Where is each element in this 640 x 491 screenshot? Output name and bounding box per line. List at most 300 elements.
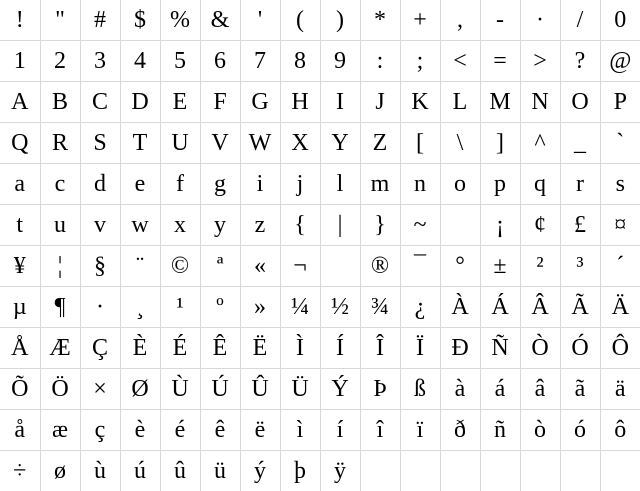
character-glyph: q <box>521 172 560 196</box>
character-glyph: ® <box>361 254 400 278</box>
character-cell[interactable] <box>200 287 240 328</box>
character-cell[interactable] <box>520 164 560 205</box>
character-cell[interactable] <box>80 164 120 205</box>
character-cell[interactable] <box>200 164 240 205</box>
character-cell[interactable] <box>400 287 440 328</box>
character-map-row <box>0 0 640 41</box>
character-map-row <box>0 451 640 491</box>
character-glyph: ¥ <box>0 254 40 278</box>
character-cell[interactable] <box>560 246 600 287</box>
character-glyph: Ý <box>321 377 360 401</box>
character-cell[interactable] <box>520 246 560 287</box>
character-glyph: È <box>121 336 160 360</box>
character-cell[interactable] <box>40 287 80 328</box>
character-glyph: Æ <box>41 336 80 360</box>
character-glyph: ¶ <box>41 295 80 319</box>
character-cell[interactable] <box>480 41 520 82</box>
character-glyph: X <box>281 131 320 155</box>
character-cell[interactable] <box>480 205 520 246</box>
character-map-row <box>0 246 640 287</box>
character-cell[interactable] <box>520 369 560 410</box>
character-cell[interactable] <box>560 369 600 410</box>
character-glyph: ¸ <box>121 295 160 319</box>
character-cell[interactable] <box>600 0 640 41</box>
character-cell[interactable] <box>40 41 80 82</box>
character-cell[interactable] <box>520 41 560 82</box>
character-cell[interactable] <box>120 410 160 451</box>
character-cell[interactable] <box>440 410 480 451</box>
character-cell[interactable] <box>400 410 440 451</box>
character-cell[interactable] <box>560 82 600 123</box>
character-cell[interactable] <box>40 82 80 123</box>
character-glyph: ² <box>521 254 560 278</box>
character-glyph: ¤ <box>601 213 640 237</box>
character-cell[interactable] <box>80 0 120 41</box>
character-cell[interactable] <box>80 410 120 451</box>
character-cell[interactable] <box>280 164 320 205</box>
character-cell[interactable] <box>360 123 400 164</box>
character-cell[interactable] <box>320 0 360 41</box>
character-glyph: ] <box>481 131 520 155</box>
character-cell[interactable] <box>280 205 320 246</box>
character-cell[interactable] <box>560 0 600 41</box>
character-cell[interactable] <box>280 82 320 123</box>
character-cell[interactable] <box>40 410 80 451</box>
character-cell[interactable] <box>80 82 120 123</box>
character-cell[interactable] <box>600 328 640 369</box>
character-cell[interactable] <box>440 287 480 328</box>
character-cell[interactable] <box>240 41 280 82</box>
character-glyph: 8 <box>281 49 320 73</box>
character-glyph: - <box>481 8 520 32</box>
character-glyph: Y <box>321 131 360 155</box>
character-cell[interactable] <box>240 205 280 246</box>
character-cell[interactable] <box>600 410 640 451</box>
character-glyph: j <box>281 172 320 196</box>
character-glyph: J <box>361 90 400 114</box>
character-cell[interactable] <box>360 369 400 410</box>
character-glyph: 6 <box>201 49 240 73</box>
character-cell[interactable] <box>280 41 320 82</box>
character-cell[interactable] <box>200 123 240 164</box>
character-glyph: , <box>441 8 480 32</box>
character-glyph: Ö <box>41 377 80 401</box>
character-glyph: ì <box>281 418 320 442</box>
character-glyph: D <box>121 90 160 114</box>
character-glyph: Ï <box>401 336 440 360</box>
character-cell[interactable] <box>440 205 480 246</box>
character-map-row <box>0 41 640 82</box>
character-glyph: w <box>121 213 160 237</box>
character-cell[interactable] <box>440 164 480 205</box>
character-cell[interactable] <box>600 451 640 491</box>
character-cell[interactable] <box>600 123 640 164</box>
character-cell[interactable] <box>80 123 120 164</box>
character-cell[interactable] <box>320 246 360 287</box>
character-cell[interactable] <box>240 82 280 123</box>
character-cell[interactable] <box>240 164 280 205</box>
character-cell[interactable] <box>600 164 640 205</box>
character-cell[interactable] <box>560 451 600 491</box>
character-cell[interactable] <box>520 451 560 491</box>
character-cell[interactable] <box>400 451 440 491</box>
character-glyph: û <box>161 459 200 483</box>
character-cell[interactable] <box>160 328 200 369</box>
character-glyph: þ <box>281 459 320 483</box>
character-glyph: ¬ <box>281 254 320 278</box>
character-cell[interactable] <box>320 205 360 246</box>
character-cell[interactable] <box>600 369 640 410</box>
character-cell[interactable] <box>0 41 40 82</box>
character-cell[interactable] <box>120 82 160 123</box>
character-glyph: æ <box>41 418 80 442</box>
character-cell[interactable] <box>320 123 360 164</box>
character-cell[interactable] <box>320 82 360 123</box>
character-cell[interactable] <box>480 0 520 41</box>
character-cell[interactable] <box>560 287 600 328</box>
character-cell[interactable] <box>280 287 320 328</box>
character-cell[interactable] <box>360 205 400 246</box>
character-cell[interactable] <box>40 246 80 287</box>
character-cell[interactable] <box>240 287 280 328</box>
character-glyph: Ò <box>521 336 560 360</box>
character-cell[interactable] <box>320 164 360 205</box>
character-glyph: p <box>481 172 520 196</box>
character-glyph: ò <box>521 418 560 442</box>
character-cell[interactable] <box>360 82 400 123</box>
character-cell[interactable] <box>520 0 560 41</box>
character-glyph: < <box>441 49 480 73</box>
character-glyph: [ <box>401 131 440 155</box>
character-cell[interactable] <box>480 246 520 287</box>
character-cell[interactable] <box>400 41 440 82</box>
character-cell[interactable] <box>520 82 560 123</box>
character-cell[interactable] <box>200 410 240 451</box>
character-cell[interactable] <box>320 41 360 82</box>
character-cell[interactable] <box>520 287 560 328</box>
character-glyph: M <box>481 90 520 114</box>
character-glyph: Ç <box>81 336 120 360</box>
character-cell[interactable] <box>120 287 160 328</box>
character-cell[interactable] <box>360 246 400 287</box>
character-glyph: ± <box>481 254 520 278</box>
character-cell[interactable] <box>120 451 160 491</box>
character-cell[interactable] <box>480 451 520 491</box>
character-cell[interactable] <box>160 82 200 123</box>
character-cell[interactable] <box>480 369 520 410</box>
character-cell[interactable] <box>320 451 360 491</box>
character-cell[interactable] <box>160 0 200 41</box>
character-cell[interactable] <box>440 246 480 287</box>
character-cell[interactable] <box>360 164 400 205</box>
character-glyph: ° <box>441 254 480 278</box>
character-cell[interactable] <box>160 123 200 164</box>
character-glyph: ¢ <box>521 213 560 237</box>
character-cell[interactable] <box>80 246 120 287</box>
character-cell[interactable] <box>200 0 240 41</box>
character-map-row <box>0 123 640 164</box>
character-cell[interactable] <box>360 328 400 369</box>
character-glyph <box>321 254 360 278</box>
character-glyph: î <box>361 418 400 442</box>
character-cell[interactable] <box>240 451 280 491</box>
character-cell[interactable] <box>280 123 320 164</box>
character-map-row <box>0 164 640 205</box>
character-glyph: ã <box>561 377 600 401</box>
character-cell[interactable] <box>320 410 360 451</box>
character-cell[interactable] <box>120 205 160 246</box>
character-cell[interactable] <box>200 205 240 246</box>
character-glyph: e <box>121 172 160 196</box>
character-cell[interactable] <box>400 328 440 369</box>
character-cell[interactable] <box>40 164 80 205</box>
character-cell[interactable] <box>80 369 120 410</box>
character-glyph: m <box>361 172 400 196</box>
character-glyph: É <box>161 336 200 360</box>
character-cell[interactable] <box>80 328 120 369</box>
character-glyph: Í <box>321 336 360 360</box>
character-cell[interactable] <box>440 451 480 491</box>
character-cell[interactable] <box>0 0 40 41</box>
character-cell[interactable] <box>400 0 440 41</box>
character-cell[interactable] <box>40 0 80 41</box>
character-glyph: Ô <box>601 336 640 360</box>
character-cell[interactable] <box>80 287 120 328</box>
character-cell[interactable] <box>240 369 280 410</box>
character-glyph: t <box>0 213 40 237</box>
character-glyph: © <box>161 254 200 278</box>
character-cell[interactable] <box>240 123 280 164</box>
character-glyph: u <box>41 213 80 237</box>
character-glyph: Ü <box>281 377 320 401</box>
character-cell[interactable] <box>160 246 200 287</box>
character-glyph: Ì <box>281 336 320 360</box>
character-cell[interactable] <box>40 328 80 369</box>
character-cell[interactable] <box>40 205 80 246</box>
character-cell[interactable] <box>520 328 560 369</box>
character-glyph: + <box>401 8 440 32</box>
character-glyph: Ó <box>561 336 600 360</box>
character-cell[interactable] <box>0 82 40 123</box>
character-cell[interactable] <box>0 287 40 328</box>
character-cell[interactable] <box>400 246 440 287</box>
character-glyph: = <box>481 49 520 73</box>
character-glyph: ï <box>401 418 440 442</box>
character-cell[interactable] <box>200 246 240 287</box>
character-cell[interactable] <box>360 0 400 41</box>
character-cell[interactable] <box>120 0 160 41</box>
character-glyph: Á <box>481 295 520 319</box>
character-glyph: n <box>401 172 440 196</box>
character-cell[interactable] <box>280 410 320 451</box>
character-cell[interactable] <box>440 0 480 41</box>
character-glyph: { <box>281 213 320 237</box>
character-glyph: ^ <box>521 131 560 155</box>
character-cell[interactable] <box>160 164 200 205</box>
character-cell[interactable] <box>160 451 200 491</box>
character-cell[interactable] <box>40 369 80 410</box>
character-cell[interactable] <box>320 328 360 369</box>
character-cell[interactable] <box>600 246 640 287</box>
character-cell[interactable] <box>600 287 640 328</box>
character-cell[interactable] <box>0 164 40 205</box>
character-cell[interactable] <box>480 287 520 328</box>
character-cell[interactable] <box>200 328 240 369</box>
character-cell[interactable] <box>480 164 520 205</box>
character-map-row <box>0 205 640 246</box>
character-cell[interactable] <box>440 123 480 164</box>
character-cell[interactable] <box>520 410 560 451</box>
character-cell[interactable] <box>480 82 520 123</box>
character-glyph: E <box>161 90 200 114</box>
character-glyph: / <box>561 8 600 32</box>
character-cell[interactable] <box>0 451 40 491</box>
character-cell[interactable] <box>560 41 600 82</box>
character-cell[interactable] <box>440 82 480 123</box>
character-cell[interactable] <box>160 287 200 328</box>
character-cell[interactable] <box>400 369 440 410</box>
character-glyph: ä <box>601 377 640 401</box>
character-cell[interactable] <box>360 410 400 451</box>
character-glyph: Ú <box>201 377 240 401</box>
character-cell[interactable] <box>160 205 200 246</box>
character-cell[interactable] <box>560 328 600 369</box>
character-cell[interactable] <box>160 410 200 451</box>
character-cell[interactable] <box>40 123 80 164</box>
character-cell[interactable] <box>80 41 120 82</box>
character-cell[interactable] <box>120 369 160 410</box>
character-cell[interactable] <box>280 246 320 287</box>
character-glyph: Ã <box>561 295 600 319</box>
character-cell[interactable] <box>520 123 560 164</box>
character-cell[interactable] <box>480 410 520 451</box>
character-cell[interactable] <box>0 205 40 246</box>
character-glyph: ( <box>281 8 320 32</box>
character-cell[interactable] <box>280 328 320 369</box>
character-cell[interactable] <box>280 0 320 41</box>
character-cell[interactable] <box>360 287 400 328</box>
character-glyph: d <box>81 172 120 196</box>
character-cell[interactable] <box>600 82 640 123</box>
character-glyph: ù <box>81 459 120 483</box>
character-cell[interactable] <box>440 328 480 369</box>
character-cell[interactable] <box>240 328 280 369</box>
character-cell[interactable] <box>120 41 160 82</box>
character-cell[interactable] <box>480 328 520 369</box>
character-cell[interactable] <box>400 164 440 205</box>
character-cell[interactable] <box>120 123 160 164</box>
character-cell[interactable] <box>600 205 640 246</box>
character-glyph: Ð <box>441 336 480 360</box>
character-glyph: Ê <box>201 336 240 360</box>
character-glyph: | <box>321 213 360 237</box>
character-cell[interactable] <box>400 205 440 246</box>
character-cell[interactable] <box>360 41 400 82</box>
character-glyph: ú <box>121 459 160 483</box>
character-cell[interactable] <box>200 369 240 410</box>
character-cell[interactable] <box>440 41 480 82</box>
character-cell[interactable] <box>0 246 40 287</box>
character-glyph: ) <box>321 8 360 32</box>
character-cell[interactable] <box>200 41 240 82</box>
character-cell[interactable] <box>200 451 240 491</box>
character-cell[interactable] <box>600 41 640 82</box>
character-glyph: ` <box>601 131 640 155</box>
character-cell[interactable] <box>240 246 280 287</box>
character-cell[interactable] <box>440 369 480 410</box>
character-glyph: ë <box>241 418 280 442</box>
character-glyph: : <box>361 49 400 73</box>
character-cell[interactable] <box>120 164 160 205</box>
character-cell[interactable] <box>400 123 440 164</box>
character-glyph: R <box>41 131 80 155</box>
character-glyph: f <box>161 172 200 196</box>
character-cell[interactable] <box>280 451 320 491</box>
character-cell[interactable] <box>120 246 160 287</box>
character-glyph: a <box>0 172 40 196</box>
character-glyph: « <box>241 254 280 278</box>
character-cell[interactable] <box>200 82 240 123</box>
character-cell[interactable] <box>520 205 560 246</box>
character-cell[interactable] <box>560 205 600 246</box>
character-cell[interactable] <box>120 328 160 369</box>
character-glyph: r <box>561 172 600 196</box>
character-glyph: o <box>441 172 480 196</box>
character-map-row <box>0 369 640 410</box>
character-cell[interactable] <box>240 410 280 451</box>
character-glyph: N <box>521 90 560 114</box>
character-cell[interactable] <box>280 369 320 410</box>
character-glyph: C <box>81 90 120 114</box>
character-cell[interactable] <box>320 369 360 410</box>
character-glyph: A <box>0 90 40 114</box>
character-cell[interactable] <box>160 41 200 82</box>
character-glyph: G <box>241 90 280 114</box>
character-glyph: ¨ <box>121 254 160 278</box>
character-glyph: · <box>521 8 560 32</box>
character-glyph: s <box>601 172 640 196</box>
character-cell[interactable] <box>0 410 40 451</box>
character-glyph: ¦ <box>41 254 80 278</box>
character-glyph: ç <box>81 418 120 442</box>
character-cell[interactable] <box>80 205 120 246</box>
character-cell[interactable] <box>80 451 120 491</box>
character-glyph: W <box>241 131 280 155</box>
character-cell[interactable] <box>360 451 400 491</box>
character-glyph: ¹ <box>161 295 200 319</box>
character-cell[interactable] <box>0 369 40 410</box>
character-cell[interactable] <box>320 287 360 328</box>
character-glyph: º <box>201 295 240 319</box>
character-cell[interactable] <box>560 410 600 451</box>
character-glyph: í <box>321 418 360 442</box>
character-cell[interactable] <box>240 0 280 41</box>
character-cell[interactable] <box>560 164 600 205</box>
character-cell[interactable] <box>560 123 600 164</box>
character-glyph: z <box>241 213 280 237</box>
character-cell[interactable] <box>0 123 40 164</box>
character-cell[interactable] <box>0 328 40 369</box>
character-glyph: ß <box>401 377 440 401</box>
character-glyph: ÷ <box>0 459 40 483</box>
character-map-row <box>0 287 640 328</box>
character-glyph: 7 <box>241 49 280 73</box>
character-glyph: ý <box>241 459 280 483</box>
character-cell[interactable] <box>40 451 80 491</box>
character-cell[interactable] <box>160 369 200 410</box>
character-cell[interactable] <box>480 123 520 164</box>
character-cell[interactable] <box>400 82 440 123</box>
